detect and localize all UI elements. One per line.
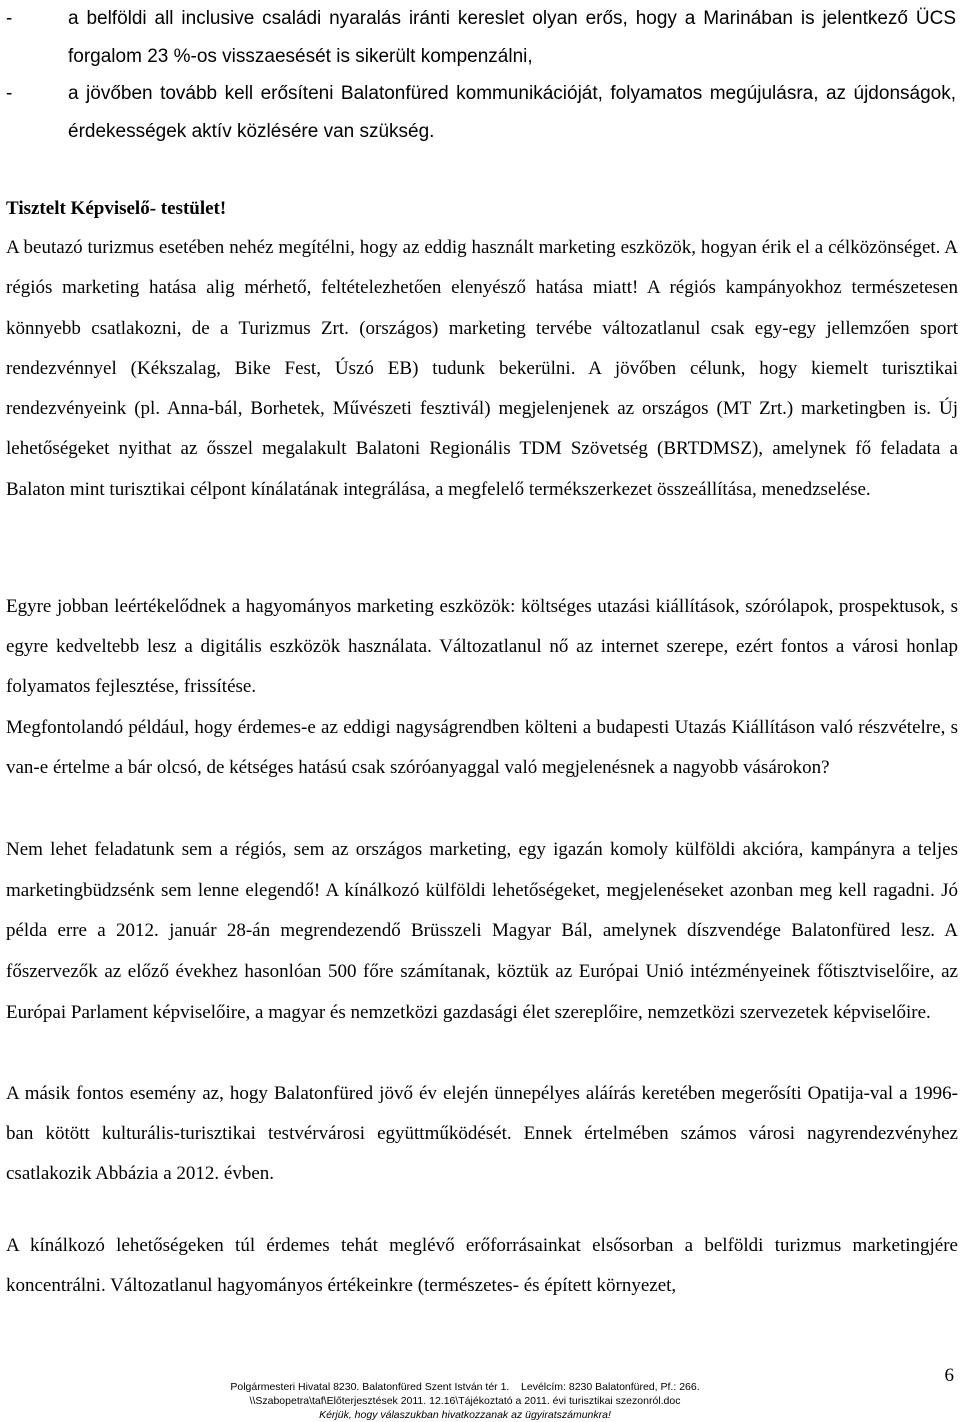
paragraph: Egyre jobban leértékelődnek a hagyományos marketing eszközök: költséges utazási kiállítások, szórólapok, prospektusok, s egyre kedveltebb lesz a digitális eszközök használata. Változatlanul nő az internet szerepe, ezért fontos a városi honlap folyamatos fejlesztése, frissítése. — [6, 596, 958, 697]
page-footer — [0, 1378, 960, 1422]
salutation-heading: Tisztelt Képviselő- testület! — [6, 198, 227, 219]
paragraph: A beutazó turizmus esetében nehéz megítélni, hogy az eddig használt marketing eszközök, hogyan érik el a célközönséget. A régiós marketing hatása alig mérhető, feltételezhetően elenyésző hatása miatt! A régiós kampányokhoz természetesen könnyebb csatlakozni, de a Turizmus Zrt. (országos) marketing tervébe változatlanul csak egy-egy jellemzően sport rendezvénnyel (Kékszalag, Bike Fest, Úszó EB) tudunk bekerülni. A jövőben célunk, hogy kiemelt turisztikai rendezvényeink (pl. Anna-bál, Borhetek, Művészeti fesztivál) megjelenjenek az országos (MT Zrt.) marketingben is. Új lehetőségeket nyithat az ősszel megalakult Balatoni Regionális TDM Szövetség (BRTDMSZ), amelynek fő feladata a Balaton mint turisztikai célpont kínálatának integrálása, a megfelelő termékszerkezet összeállítása, menedzselése. — [6, 237, 958, 500]
list-item — [6, 75, 960, 150]
paragraph: A másik fontos esemény az, hogy Balatonfüred jövő év elején ünnepélyes aláírás keretében megerősíti Opatija-val a 1996-ban kötött kulturális-turisztikai testvérvárosi együttműködését. Ennek értelmében számos városi nagyrendezvényhez csatlakozik Abbázia a 2012. évben. — [6, 1083, 958, 1184]
bullet-marker: - — [6, 8, 13, 29]
footer-address: Polgármesteri Hivatal 8230. Balatonfüred Szent István tér 1. Levélcím: 8230 Balatonfüred, Pf.: 266. — [230, 1381, 700, 1393]
bullet-text: a jövőben tovább kell erősíteni Balatonfüred kommunikációját, folyamatos megújulásra, az újdonságok, érdekességek aktív közlésére van szükség. — [68, 83, 956, 142]
paragraph: A kínálkozó lehetőségeken túl érdemes tehát meglévő erőforrásainkat elsősorban a belföldi turizmus marketingjére koncentrálni. Változatlanul hagyományos értékeinkre (természetes- és épített környezet, — [6, 1235, 958, 1296]
list-item — [6, 0, 960, 75]
paragraph: Nem lehet feladatunk sem a régiós, sem az országos marketing, egy igazán komoly külföldi akcióra, kampányra a teljes marketingbüdzsénk sem lenne elegendő! A kínálkozó külföldi lehetőségeket, megjelenéseket azonban meg kell ragadni. Jó példa erre a 2012. január 28-án megrendezendő Brüsszeli Magyar Bál, amelynek díszvendége Balatonfüred lesz. A főszervezők az előző évekhez hasonlóan 500 főre számítanak, köztük az Európai Unió intézményeinek főtisztviselőire, az Európai Parlament képviselőire, a magyar és nemzetközi gazdasági élet szereplőire, nemzetközi szervezetek képviselőire. — [6, 839, 958, 1023]
bullet-marker: - — [6, 83, 13, 104]
paragraph: Megfontolandó például, hogy érdemes-e az eddigi nagyságrendben költeni a budapesti Utazás Kiállításon való részvételre, s van-e értelme a bár olcsó, de kétséges hatású csak szóróanyaggal való megjelenésnek a nagyobb vásárokon? — [6, 717, 958, 778]
footer-notice: Kérjük, hogy válaszukban hivatkozzanak az ügyiratszámunkra! — [319, 1409, 611, 1421]
bullet-list — [6, 0, 960, 150]
footer-file-path: \\Szabopetra\taf\Előterjesztések 2011. 12.16\Tájékoztató a 2011. évi turisztikai szezonról.doc — [249, 1395, 681, 1407]
page-number: 6 — [944, 1365, 954, 1386]
bullet-text: a belföldi all inclusive családi nyaralás iránti kereslet olyan erős, hogy a Marinában is jelentkező ÜCS forgalom 23 %-os visszaesését is sikerült kompenzálni, — [68, 8, 956, 67]
